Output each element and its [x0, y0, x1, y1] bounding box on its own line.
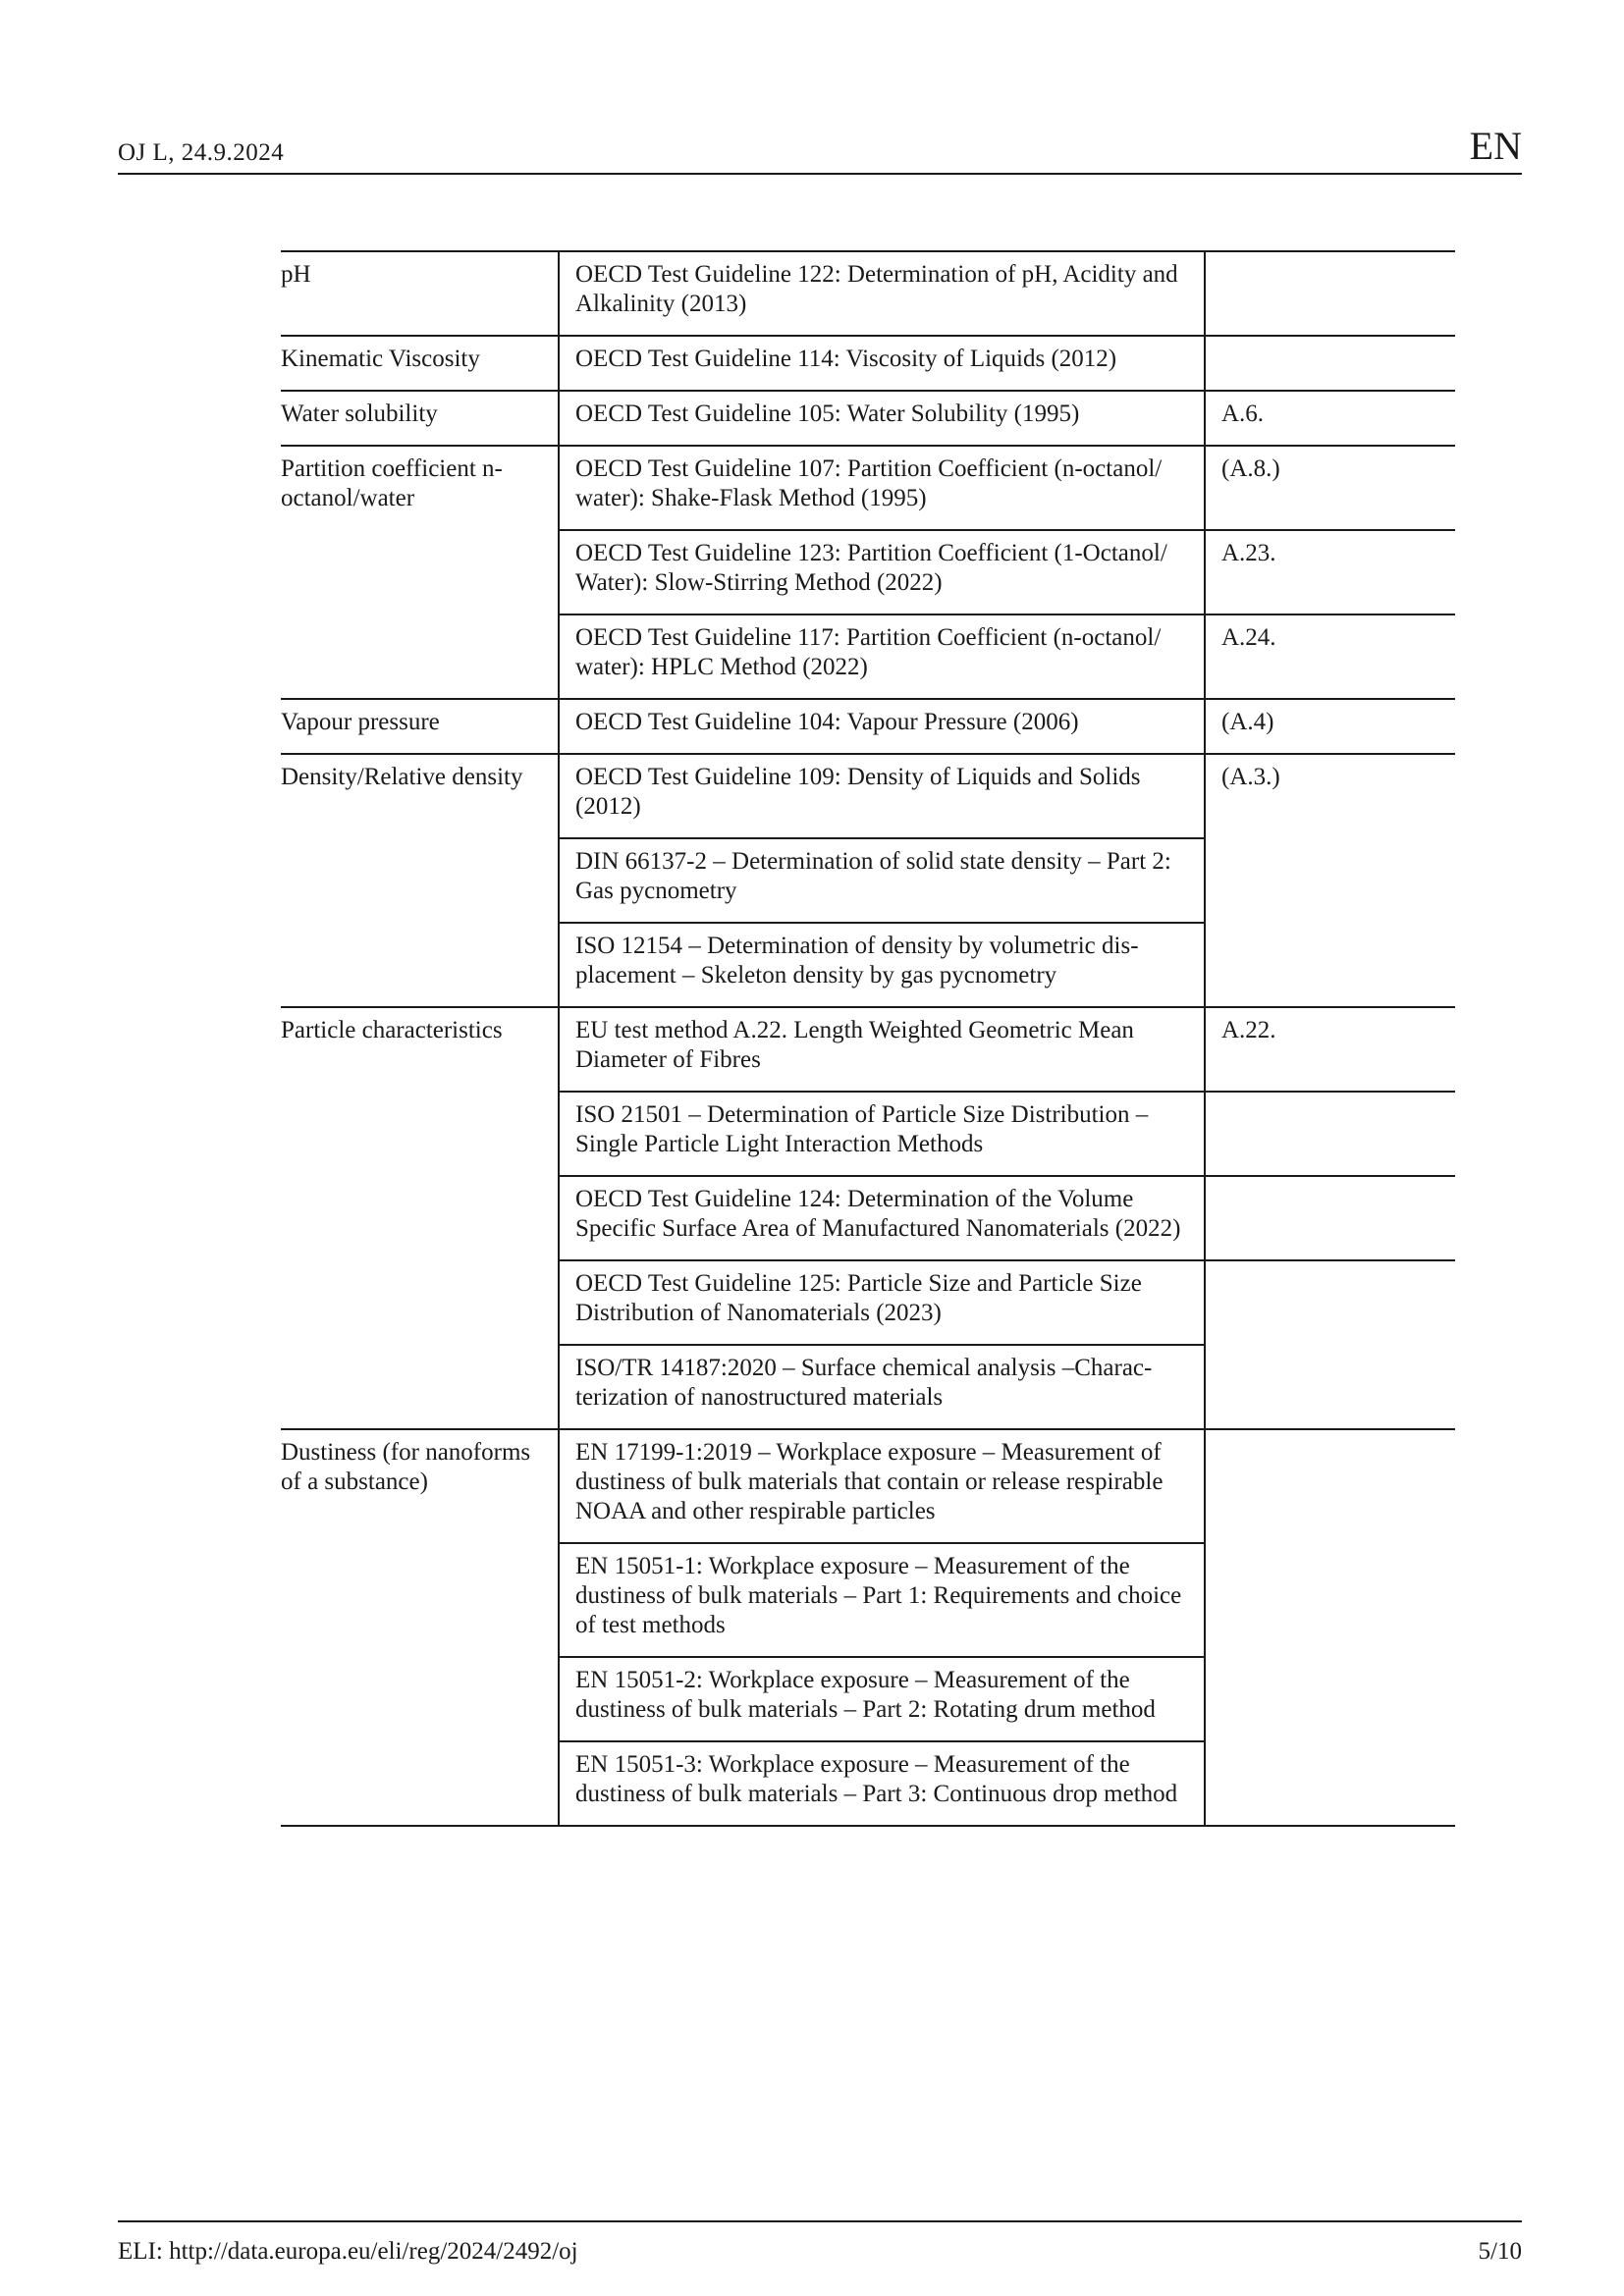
table-row	[281, 699, 1455, 754]
method-cell: EN 15051-2: Workplace exposure – Measurement of the dustiness of bulk materials – Part 2: Rotating drum method	[559, 1657, 1205, 1741]
method-cell: OECD Test Guideline 125: Particle Size and Particle Size Distribution of Nanomaterials (2023)	[559, 1260, 1205, 1345]
method-cell: OECD Test Guideline 122: Determination of pH, Acidity and Alkalinity (2013)	[559, 251, 1205, 336]
eu-method-cell	[1205, 1657, 1455, 1741]
eu-method-cell	[1205, 1543, 1455, 1657]
table-row	[281, 1176, 1455, 1260]
method-cell: EU test method A.22. Length Weighted Geometric Mean Diameter of Fibres	[559, 1007, 1205, 1092]
page-header	[118, 124, 1522, 175]
table-row	[281, 1657, 1455, 1741]
table-row	[281, 754, 1455, 838]
table-row	[281, 614, 1455, 699]
method-cell: DIN 66137-2 – Determination of solid state density – Part 2: Gas pycnometry	[559, 838, 1205, 923]
method-cell: OECD Test Guideline 114: Viscosity of Liquids (2012)	[559, 336, 1205, 391]
method-cell: OECD Test Guideline 105: Water Solubility (1995)	[559, 391, 1205, 446]
table-row	[281, 1345, 1455, 1429]
eu-method-cell	[1205, 1429, 1455, 1543]
table-row	[281, 336, 1455, 391]
table-row	[281, 923, 1455, 1007]
eu-method-cell	[1205, 838, 1455, 923]
property-cell	[281, 923, 559, 1007]
eu-method-cell	[1205, 923, 1455, 1007]
property-cell	[281, 530, 559, 614]
eu-method-cell	[1205, 1176, 1455, 1260]
eu-method-cell: (A.4)	[1205, 699, 1455, 754]
property-cell	[281, 1176, 559, 1260]
method-cell: EN 15051-1: Workplace exposure – Measurement of the dustiness of bulk materials – Part 1: Requirements and choice of test methods	[559, 1543, 1205, 1657]
property-cell	[281, 1345, 559, 1429]
property-cell: Density/Relative density	[281, 754, 559, 838]
table-row	[281, 446, 1455, 530]
property-cell	[281, 1741, 559, 1826]
method-cell: OECD Test Guideline 104: Vapour Pressure (2006)	[559, 699, 1205, 754]
eu-method-cell: (A.3.)	[1205, 754, 1455, 838]
property-cell	[281, 1260, 559, 1345]
property-cell	[281, 838, 559, 923]
eu-method-cell: A.23.	[1205, 530, 1455, 614]
method-cell: OECD Test Guideline 107: Partition Coefficient (n-octanol/ water): Shake-Flask Method (1995)	[559, 446, 1205, 530]
eu-method-cell	[1205, 1345, 1455, 1429]
eu-method-cell: (A.8.)	[1205, 446, 1455, 530]
journal-reference: OJ L, 24.9.2024	[118, 139, 285, 166]
method-cell: ISO/TR 14187:2020 – Surface chemical analysis –Charac-terization of nanostructured materials	[559, 1345, 1205, 1429]
table-row	[281, 530, 1455, 614]
eu-method-cell	[1205, 1260, 1455, 1345]
property-cell	[281, 1657, 559, 1741]
property-cell: Partition coefficient n-octanol/water	[281, 446, 559, 530]
table-row	[281, 251, 1455, 336]
eu-method-cell: A.6.	[1205, 391, 1455, 446]
table-row	[281, 1741, 1455, 1826]
method-cell: ISO 12154 – Determination of density by volumetric dis-placement – Skeleton density by gas pycnometry	[559, 923, 1205, 1007]
test-methods-table	[281, 250, 1455, 1827]
language-code: EN	[1469, 124, 1522, 168]
property-cell: Vapour pressure	[281, 699, 559, 754]
property-cell: Water solubility	[281, 391, 559, 446]
table-row	[281, 391, 1455, 446]
page-number: 5/10	[1478, 2238, 1522, 2265]
property-cell	[281, 614, 559, 699]
property-cell: pH	[281, 251, 559, 336]
table-row	[281, 838, 1455, 923]
method-cell: OECD Test Guideline 123: Partition Coefficient (1-Octanol/ Water): Slow-Stirring Method (2022)	[559, 530, 1205, 614]
header-rule	[118, 173, 1522, 175]
property-cell: Kinematic Viscosity	[281, 336, 559, 391]
page-footer	[118, 2220, 1522, 2269]
method-cell: OECD Test Guideline 124: Determination of the Volume Specific Surface Area of Manufactured Nanomaterials (2022)	[559, 1176, 1205, 1260]
table-row	[281, 1543, 1455, 1657]
method-cell: EN 17199-1:2019 – Workplace exposure – Measurement of dustiness of bulk materials that contain or release respirable NOAA and other respirable particles	[559, 1429, 1205, 1543]
eu-method-cell: A.24.	[1205, 614, 1455, 699]
table-row	[281, 1429, 1455, 1543]
eu-method-cell: A.22.	[1205, 1007, 1455, 1092]
footer-rule	[118, 2220, 1522, 2222]
eu-method-cell	[1205, 251, 1455, 336]
method-cell: ISO 21501 – Determination of Particle Size Distribution – Single Particle Light Interaction Methods	[559, 1092, 1205, 1176]
eu-method-cell	[1205, 336, 1455, 391]
method-cell: OECD Test Guideline 117: Partition Coefficient (n-octanol/ water): HPLC Method (2022)	[559, 614, 1205, 699]
method-cell: OECD Test Guideline 109: Density of Liquids and Solids (2012)	[559, 754, 1205, 838]
table-row	[281, 1092, 1455, 1176]
property-cell	[281, 1092, 559, 1176]
table-row	[281, 1260, 1455, 1345]
property-cell: Particle characteristics	[281, 1007, 559, 1092]
eli-link[interactable]: ELI: http://data.europa.eu/eli/reg/2024/2492/oj	[118, 2238, 578, 2265]
table-row	[281, 1007, 1455, 1092]
eu-method-cell	[1205, 1741, 1455, 1826]
method-cell: EN 15051-3: Workplace exposure – Measurement of the dustiness of bulk materials – Part 3: Continuous drop method	[559, 1741, 1205, 1826]
eu-method-cell	[1205, 1092, 1455, 1176]
property-cell	[281, 1543, 559, 1657]
property-cell: Dustiness (for nanoforms of a substance)	[281, 1429, 559, 1543]
